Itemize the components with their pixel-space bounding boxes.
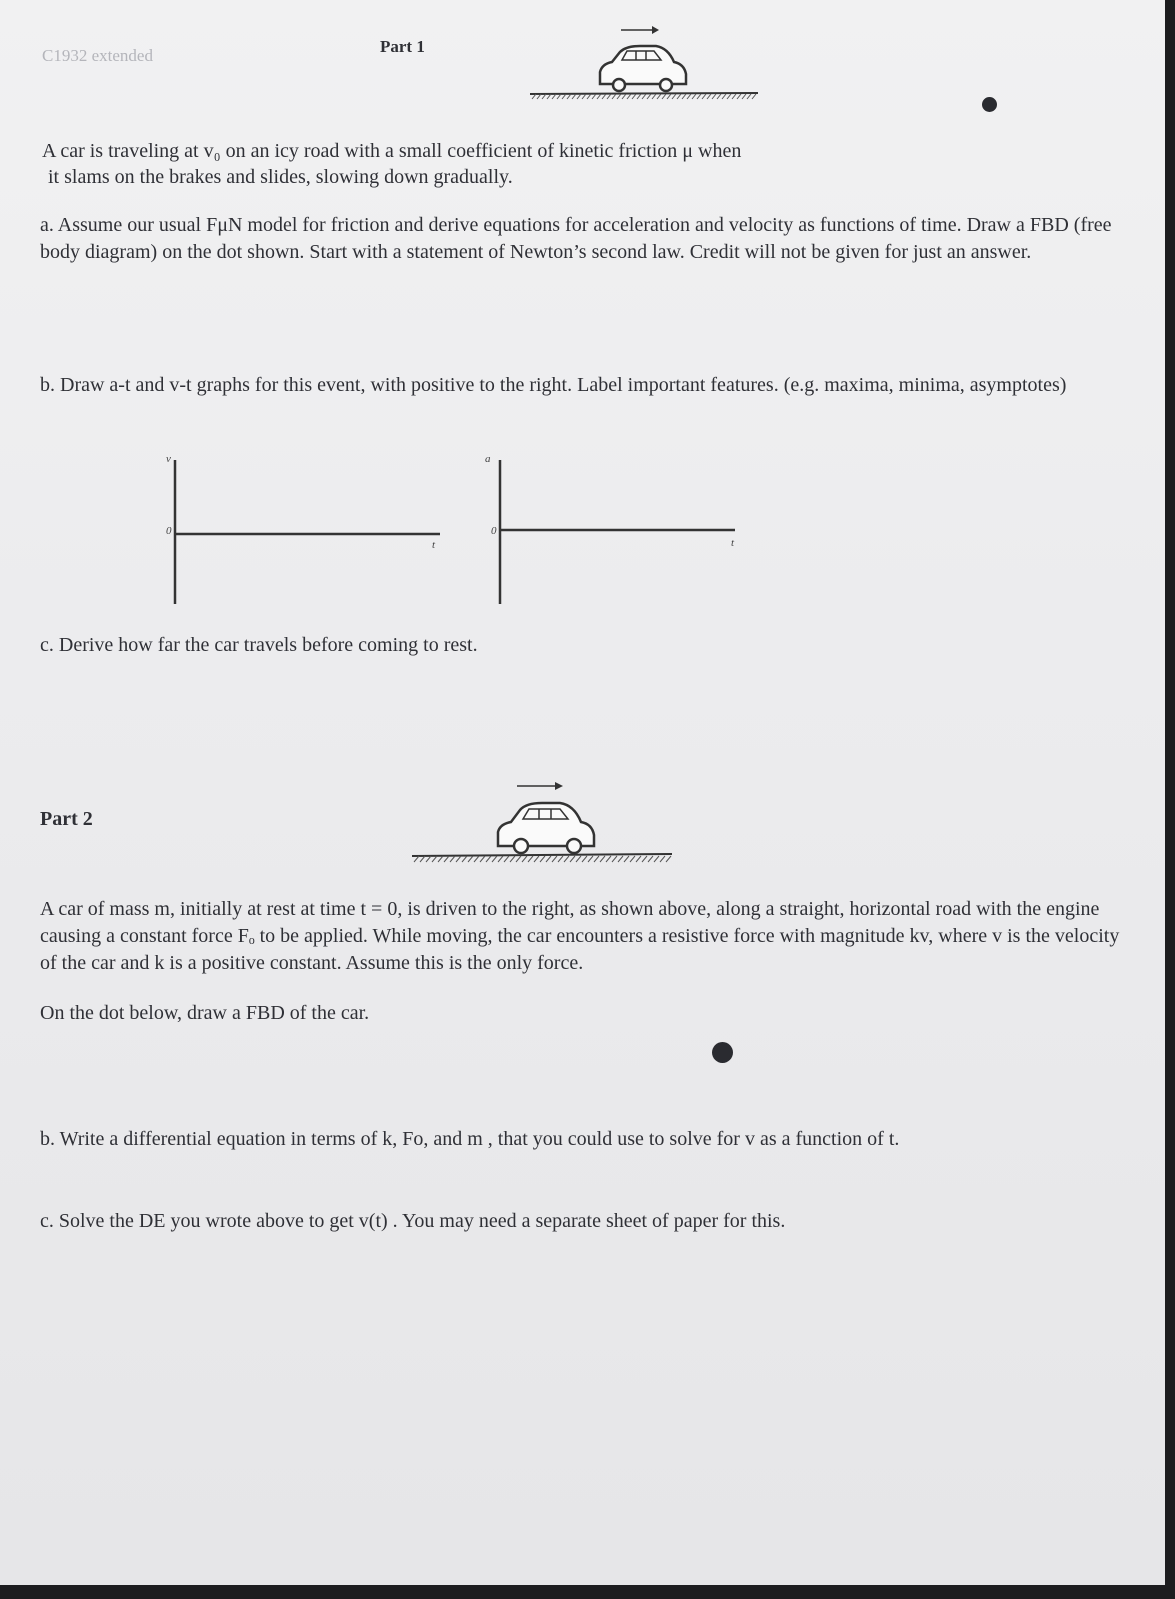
part2-title: Part 2: [40, 808, 93, 830]
part2-question-b: b. Write a differential equation in terms of k, Fo, and m , that you could use to solve for v as a function of t.: [40, 1128, 900, 1150]
part1-intro-line1: A car is traveling at v₀ on an icy road with a small coefficient of kinetic friction μ when: [42, 140, 742, 162]
a-graph-x-label: t: [731, 537, 735, 549]
v-graph-y-label: v: [166, 453, 171, 465]
part1-title: Part 1: [380, 37, 425, 56]
car-on-road-icon: [410, 778, 680, 878]
a-graph-y-label: a: [485, 453, 491, 465]
part1-intro-line2: it slams on the brakes and slides, slowing down gradually.: [48, 166, 513, 188]
part2-question-c: c. Solve the DE you wrote above to get v(t) . You may need a separate sheet of paper for this.: [40, 1210, 786, 1232]
part2-intro: A car of mass m, initially at rest at time t = 0, is driven to the right, as shown above, along a straight, horizontal road with the engine causing a constant force Fₒ to be applied. While moving, the car encounters a resistive force with magnitude kv, where v is the velocity of the car and k is a positive constant. Assume this is the only force.: [40, 898, 1120, 974]
a-graph-origin-label: 0: [491, 525, 497, 537]
car-on-road-icon: [528, 22, 763, 104]
part1-question-a: a. Assume our usual FμN model for friction and derive equations for acceleration and velocity as functions of time. Draw a FBD (free body diagram) on the dot shown. Start with a statement of Newton’s second law. Credit will not be given for just an answer.: [40, 214, 1112, 263]
fbd-dot-part1[interactable]: [982, 97, 997, 112]
part2-fbd-instruction: On the dot below, draw a FBD of the car.: [40, 1002, 370, 1024]
fbd-dot-part2[interactable]: [712, 1042, 733, 1063]
v-t-graph-axes: [160, 453, 450, 608]
part1-question-b: b. Draw a-t and v-t graphs for this event, with positive to the right. Label important features. (e.g. maxima, minima, asymptotes): [40, 374, 1067, 396]
a-t-graph-axes: [485, 453, 745, 608]
part1-question-c: c. Derive how far the car travels before coming to rest.: [40, 634, 478, 656]
v-graph-origin-label: 0: [166, 525, 172, 537]
v-graph-x-label: t: [432, 539, 436, 551]
course-code: C1932 extended: [42, 46, 153, 65]
